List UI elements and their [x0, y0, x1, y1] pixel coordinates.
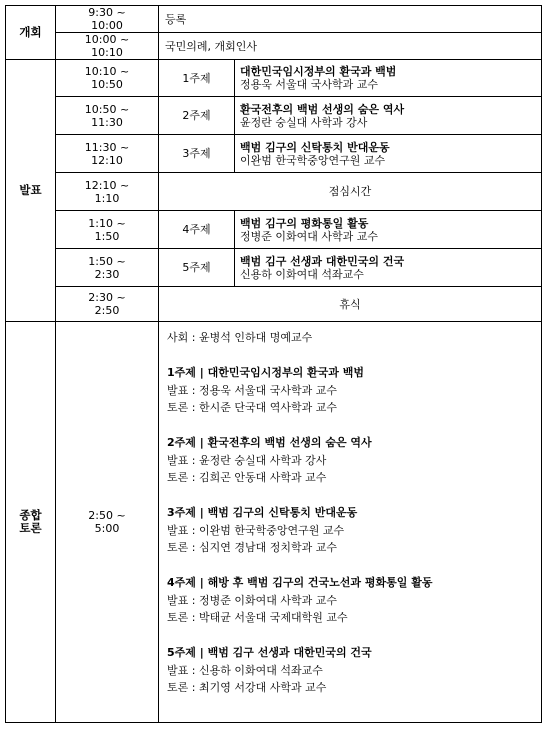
opening-content: 국민의례, 개회인사: [159, 33, 542, 60]
time-cell: [56, 211, 159, 249]
presentation-title: 환국전후의 백범 선생의 숨은 역사: [240, 102, 405, 116]
section-opening: 개회: [6, 6, 56, 60]
time-cell: [56, 135, 159, 173]
opening-content: 등록: [159, 6, 542, 33]
time-start: 1:50 ~: [88, 254, 126, 268]
time-start: 9:30 ~: [88, 6, 126, 19]
time-start: 10:10 ~: [84, 65, 130, 78]
discussion-discussant: 토론 : 박태균 서울대 국제대학원 교수: [167, 611, 348, 624]
time-end: 10:00: [91, 19, 123, 32]
time-end: 2:50: [94, 304, 120, 317]
time-end: 1:10: [94, 191, 120, 205]
discussion-topic-heading: 1주제 | 대한민국임시정부의 환국과 백범: [167, 366, 365, 379]
time-end: 11:30: [91, 115, 123, 129]
topic-number: 5주제: [159, 249, 235, 287]
discussion-topic-heading: 5주제 | 백범 김구 선생과 대한민국의 건국: [167, 646, 372, 659]
section-discussion: [6, 322, 56, 723]
presenter: 정용욱 서울대 국사학과 교수: [240, 78, 379, 91]
time-cell: [56, 322, 159, 723]
time-start: 12:10 ~: [84, 178, 130, 192]
presenter: 정병준 이화여대 사학과 교수: [240, 229, 379, 243]
discussion-discussant: 토론 : 한시준 단국대 역사학과 교수: [167, 401, 337, 414]
time-start: 1:10 ~: [88, 216, 126, 230]
presentation-cell: [235, 249, 542, 287]
time-end: 1:50: [94, 229, 120, 243]
presentation-cell: [235, 211, 542, 249]
time-start: 11:30 ~: [84, 140, 130, 154]
presentation-cell: [235, 60, 542, 97]
presentation-cell: [235, 97, 542, 135]
discussion-discussant: 토론 : 김희곤 안동대 사학과 교수: [167, 471, 327, 484]
time-cell: [56, 33, 159, 60]
moderator: 사회 : 윤병석 인하대 명예교수: [167, 331, 313, 344]
discussion-presenter: 발표 : 정용욱 서울대 국사학과 교수: [167, 383, 337, 397]
time-end: 5:00: [94, 522, 120, 535]
discussion-discussant: 토론 : 최기영 서강대 사학과 교수: [167, 681, 327, 694]
time-end: 2:30: [94, 267, 120, 281]
topic-number: 3주제: [159, 135, 235, 173]
time-end: 12:10: [91, 153, 123, 167]
time-end: 10:10: [91, 46, 123, 59]
discussion-presenter: 발표 : 이완범 한국학중앙연구원 교수: [167, 523, 345, 537]
discussion-presenter: 발표 : 윤정란 숭실대 사학과 강사: [167, 453, 327, 467]
time-cell: [56, 6, 159, 33]
schedule-table: [5, 5, 542, 723]
discussion-presenter: 발표 : 정병준 이화여대 사학과 교수: [167, 593, 337, 607]
presenter: 윤정란 숭실대 사학과 강사: [240, 115, 368, 129]
section-discussion-label: 종합 토론: [19, 508, 42, 535]
presentation-title: 백범 김구 선생과 대한민국의 건국: [240, 254, 405, 268]
time-start: 10:00 ~: [84, 33, 130, 46]
break-label: 휴식: [159, 287, 542, 322]
presenter: 신용하 이화여대 석좌교수: [240, 267, 364, 281]
time-start: 2:50 ~: [88, 509, 126, 522]
discussion-topic-heading: 3주제 | 백범 김구의 신탁통치 반대운동: [167, 506, 358, 519]
discussion-cell: [159, 322, 542, 723]
presentation-title: 백범 김구의 신탁통치 반대운동: [240, 140, 390, 154]
time-start: 2:30 ~: [88, 291, 126, 304]
presenter: 이완범 한국학중앙연구원 교수: [240, 153, 386, 167]
section-presentation: 발표: [6, 60, 56, 322]
time-cell: [56, 287, 159, 322]
discussion-presenter: 발표 : 신용하 이화여대 석좌교수: [167, 663, 323, 677]
discussion-topic-heading: 2주제 | 환국전후의 백범 선생의 숨은 역사: [167, 436, 372, 449]
topic-number: 1주제: [159, 60, 235, 97]
presentation-title: 대한민국임시정부의 환국과 백범: [240, 65, 397, 78]
time-end: 10:50: [91, 78, 123, 91]
time-cell: [56, 173, 159, 211]
discussion-discussant: 토론 : 심지연 경남대 정치학과 교수: [167, 541, 337, 554]
presentation-title: 백범 김구의 평화통일 활동: [240, 216, 369, 230]
discussion-topic-heading: 4주제 | 해방 후 백범 김구의 건국노선과 평화통일 활동: [167, 576, 433, 589]
topic-number: 4주제: [159, 211, 235, 249]
time-cell: [56, 249, 159, 287]
time-cell: [56, 60, 159, 97]
time-start: 10:50 ~: [84, 102, 130, 116]
presentation-cell: [235, 135, 542, 173]
lunch-label: 점심시간: [159, 173, 542, 211]
topic-number: 2주제: [159, 97, 235, 135]
time-cell: [56, 97, 159, 135]
